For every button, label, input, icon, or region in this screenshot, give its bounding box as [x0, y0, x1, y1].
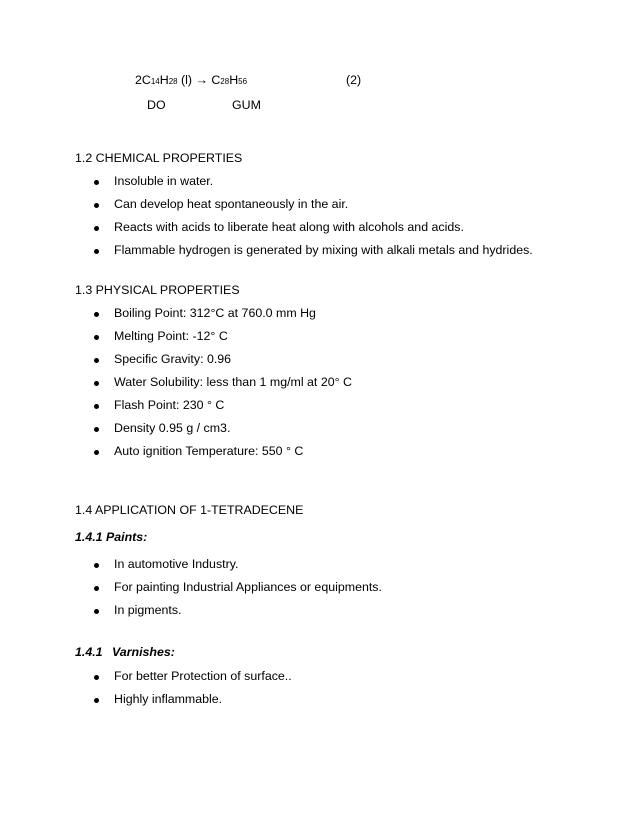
varnishes-subheading-number: 1.4.1: [75, 645, 103, 659]
equation-h2: H: [229, 73, 239, 87]
bullet-icon: [94, 226, 99, 231]
bullet-icon: [94, 427, 99, 432]
bullet-icon: [94, 675, 99, 680]
bullet-icon: [94, 563, 99, 568]
application-heading: 1.4 APPLICATION OF 1-TETRADECENE: [75, 503, 304, 517]
bullet-icon: [94, 203, 99, 208]
bullet-icon: [94, 404, 99, 409]
equation-number: (2): [346, 73, 362, 87]
equation-coef: 2C: [135, 73, 151, 87]
bullet-icon: [94, 180, 99, 185]
equation-h-subscript: 28: [168, 77, 178, 86]
equation-label-gum: GUM: [232, 98, 261, 112]
paints-subheading: 1.4.1 Paints:: [75, 530, 148, 544]
equation-label-do: DO: [147, 98, 166, 112]
equation-c-subscript: 14: [150, 77, 160, 86]
bullet-icon: [94, 335, 99, 340]
bullet-icon: [94, 586, 99, 591]
physical-properties-heading: 1.3 PHYSICAL PROPERTIES: [75, 283, 240, 297]
bullet-icon: [94, 698, 99, 703]
varnishes-subheading-label: Varnishes:: [112, 645, 175, 659]
bullet-icon: [94, 609, 99, 614]
equation-h2-subscript: 56: [238, 77, 248, 86]
equation-h: H: [159, 73, 169, 87]
chemical-properties-heading: 1.2 CHEMICAL PROPERTIES: [75, 151, 243, 165]
bullet-icon: [94, 450, 99, 455]
bullet-icon: [94, 381, 99, 386]
bullet-icon: [94, 312, 99, 317]
bullet-icon: [94, 249, 99, 254]
reaction-equation: [135, 73, 247, 87]
equation-state-arrow: (l) → C: [177, 73, 221, 87]
bullet-icon: [94, 358, 99, 363]
equation-c2-subscript: 28: [220, 77, 230, 86]
